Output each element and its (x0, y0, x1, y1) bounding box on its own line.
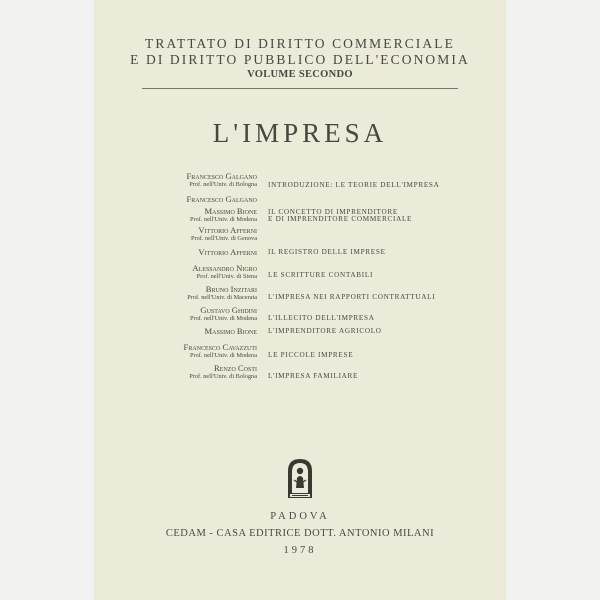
author-name: Alessandro Nigro (192, 263, 257, 273)
imprint-year: 1978 (283, 545, 317, 556)
author-name: Renzo Costi (214, 363, 257, 373)
chapter-topic: L'IMPRESA FAMILIARE (268, 372, 359, 380)
author-affiliation: Prof. nell'Univ. di Genova (191, 235, 257, 242)
publisher-emblem-icon (285, 457, 315, 499)
chapter-topic: INTRODUZIONE: LE TEORIE DELL'IMPRESA (268, 181, 440, 189)
imprint-city: PADOVA (270, 511, 330, 522)
author-affiliation: Prof. nell'Univ. di Bologna (189, 181, 257, 188)
volume-label: VOLUME SECONDO (247, 69, 353, 80)
author-name: Francesco Galgano (186, 171, 257, 181)
author-affiliation: Prof. nell'Univ. di Bologna (189, 373, 257, 380)
series-title-line-2: E DI DIRITTO PUBBLICO DELL'ECONOMIA (130, 52, 470, 67)
author-name: Francesco Galgano (186, 194, 257, 204)
author-affiliation: Prof. nell'Univ. di Modena (189, 216, 257, 223)
title-page (94, 0, 506, 600)
chapter-topic: L'ILLECITO DELL'IMPRESA (268, 314, 375, 322)
book-title: L'IMPRESA (212, 118, 388, 148)
chapter-topic: IL REGISTRO DELLE IMPRESE (268, 248, 386, 256)
author-affiliation: Prof. nell'Univ. di Modena (189, 315, 257, 322)
author-name: Bruno Inzitari (205, 284, 257, 294)
series-title-line-1: TRATTATO DI DIRITTO COMMERCIALE (145, 36, 455, 51)
chapter-topic: LE SCRITTURE CONTABILI (268, 271, 374, 279)
author-name: Vittorio Afferni (198, 247, 257, 257)
chapter-topic-continued: E DI IMPRENDITORE COMMERCIALE (268, 215, 413, 223)
author-name: Francesco Cavazzuti (183, 342, 257, 352)
author-name: Gustavo Ghidini (200, 305, 257, 315)
author-name: Massimo Bione (204, 326, 257, 336)
chapter-topic: L'IMPRENDITORE AGRICOLO (268, 327, 382, 335)
author-affiliation: Prof. nell'Univ. di Macerata (187, 294, 257, 301)
divider-rule (142, 88, 458, 89)
author-affiliation: Prof. nell'Univ. di Siena (196, 273, 257, 280)
author-name: Massimo Bione (204, 206, 257, 216)
chapter-topic: LE PICCOLE IMPRESE (268, 351, 354, 359)
chapter-topic: IL CONCETTO DI IMPRENDITORE (268, 208, 398, 216)
author-affiliation: Prof. nell'Univ. di Modena (189, 352, 257, 359)
imprint-publisher: CEDAM - CASA EDITRICE DOTT. ANTONIO MILANI (165, 528, 435, 539)
author-name: Vittorio Afferni (198, 225, 257, 235)
chapter-topic: L'IMPRESA NEI RAPPORTI CONTRATTUALI (268, 293, 436, 301)
